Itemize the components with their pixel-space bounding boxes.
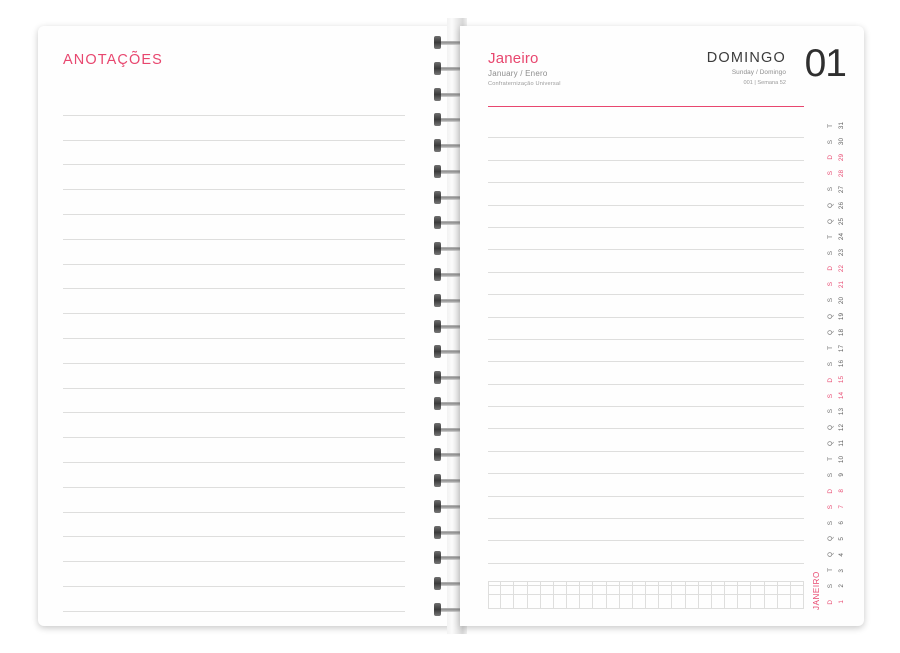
strip-day-number: 15 [838,376,846,384]
day-line[interactable] [488,228,804,250]
strip-day-number: 1 [838,600,846,604]
strip-day-weekday: T [827,123,834,128]
grid-cell[interactable] [699,581,712,595]
holiday-label: Confraternização Universal [488,81,561,87]
strip-day-weekday: D [827,155,834,160]
strip-day[interactable] [828,134,858,150]
grid-cell[interactable] [646,595,659,609]
strip-day-number: 22 [838,265,846,273]
grid-cell[interactable] [567,581,580,595]
note-line[interactable] [63,488,405,513]
strip-day-number: 29 [838,154,846,162]
strip-day[interactable] [828,562,858,578]
day-entry-lines[interactable] [488,116,804,586]
footer-grid[interactable] [488,581,804,609]
weekday-name: DOMINGO [706,50,786,66]
strip-day-number: 6 [838,520,846,525]
grid-cell[interactable] [686,595,699,609]
grid-cell[interactable] [633,581,646,595]
strip-day[interactable] [828,435,858,451]
grid-cell[interactable] [514,595,527,609]
strip-day[interactable] [828,515,858,531]
strip-day-weekday: D [827,488,834,494]
grid-cell[interactable] [791,581,804,595]
strip-day-weekday: S [827,282,834,287]
strip-day-weekday: Q [827,551,834,557]
strip-day-weekday: D [827,599,834,605]
note-line[interactable] [63,537,405,562]
grid-cell[interactable] [633,595,646,609]
strip-day-weekday: Q [827,313,834,319]
strip-day-number: 30 [838,138,846,146]
note-line[interactable] [63,413,405,438]
strip-day-number: 18 [838,328,846,336]
grid-cell[interactable] [738,595,751,609]
day-line[interactable] [488,497,804,519]
strip-day[interactable] [828,388,858,404]
notes-lines[interactable] [63,91,405,612]
note-line[interactable] [63,339,405,364]
strip-day-weekday: T [827,568,834,573]
note-line[interactable] [63,165,405,190]
page-title: ANOTAÇÕES [63,52,163,68]
day-line[interactable] [488,541,804,563]
strip-day-weekday: Q [827,440,834,446]
grid-cell[interactable] [593,595,606,609]
day-header [488,42,848,100]
grid-cell[interactable] [712,581,725,595]
strip-day-weekday: S [827,393,834,398]
grid-cell[interactable] [607,581,620,595]
note-line[interactable] [63,438,405,463]
grid-cell[interactable] [620,581,633,595]
strip-day-number: 11 [838,439,846,447]
strip-day[interactable] [828,404,858,420]
strip-day[interactable] [828,150,858,166]
day-line[interactable] [488,340,804,362]
strip-day[interactable] [828,467,858,483]
grid-cell[interactable] [778,595,791,609]
note-line[interactable] [63,463,405,488]
day-page [460,26,864,626]
grid-cell[interactable] [725,581,738,595]
day-line[interactable] [488,116,804,138]
note-line[interactable] [63,562,405,587]
strip-day-number: 26 [838,201,846,209]
strip-day-number: 5 [838,536,846,541]
strip-day-weekday: T [827,234,834,239]
strip-day[interactable] [828,594,858,610]
grid-cell[interactable] [672,581,685,595]
day-line[interactable] [488,519,804,541]
strip-day[interactable] [828,531,858,547]
strip-day-weekday: Q [827,202,834,208]
strip-day[interactable] [828,356,858,372]
grid-cell[interactable] [580,595,593,609]
note-line[interactable] [63,240,405,265]
strip-day-weekday: S [827,187,834,192]
strip-day-weekday: S [827,171,834,176]
strip-day-number: 10 [838,455,846,463]
strip-day-weekday: S [827,361,834,367]
grid-cell[interactable] [580,581,593,595]
strip-day[interactable] [828,229,858,245]
strip-day[interactable] [828,261,858,277]
grid-cell[interactable] [567,595,580,609]
grid-cell[interactable] [554,595,567,609]
strip-day[interactable] [828,181,858,197]
strip-day[interactable] [828,547,858,563]
grid-cell[interactable] [541,595,554,609]
grid-cell[interactable] [725,595,738,609]
strip-day-number: 31 [838,122,846,130]
strip-day-number: 27 [838,185,846,193]
strip-day-number: 28 [838,169,846,177]
day-line[interactable] [488,318,804,340]
weekday-name-translations: Sunday / Domingo [731,69,786,76]
grid-cell[interactable] [514,581,527,595]
strip-day-number: 13 [838,408,846,416]
strip-day-number: 2 [838,584,846,588]
day-line[interactable] [488,407,804,429]
day-line[interactable] [488,429,804,451]
strip-day[interactable] [828,420,858,436]
strip-day[interactable] [828,578,858,594]
strip-day[interactable] [828,483,858,499]
grid-cell[interactable] [528,595,541,609]
grid-cell[interactable] [541,581,554,595]
strip-day-number: 9 [838,473,846,477]
strip-day[interactable] [828,213,858,229]
strip-day-number: 25 [838,217,846,225]
notes-page [38,26,454,626]
strip-day-weekday: D [827,377,834,383]
note-line[interactable] [63,513,405,538]
strip-day-weekday: Q [827,218,834,224]
week-number-label: 001 | Semana 52 [743,80,786,86]
month-day-strip [812,118,858,610]
strip-day-number: 20 [838,296,846,304]
day-line[interactable] [488,161,804,183]
grid-cell[interactable] [593,581,606,595]
day-line[interactable] [488,474,804,496]
grid-cell[interactable] [751,581,764,595]
strip-day-weekday: S [827,584,834,589]
strip-day-number: 21 [838,281,846,289]
day-line[interactable] [488,138,804,160]
note-line[interactable] [63,314,405,339]
strip-day-weekday: S [827,409,834,414]
strip-day-weekday: T [827,346,834,351]
strip-day-number: 4 [838,552,846,557]
grid-cell[interactable] [607,595,620,609]
strip-day-weekday: Q [827,329,834,335]
strip-day-number: 16 [838,360,846,368]
strip-day-weekday: S [827,250,834,255]
day-line[interactable] [488,206,804,228]
strip-day[interactable] [828,293,858,309]
strip-day-number: 23 [838,249,846,257]
grid-cell[interactable] [712,595,725,609]
note-line[interactable] [63,141,405,166]
note-line[interactable] [63,91,405,116]
strip-day[interactable] [828,277,858,293]
strip-day[interactable] [828,308,858,324]
grid-cell[interactable] [488,581,501,595]
note-line[interactable] [63,265,405,290]
strip-day-weekday: S [827,298,834,303]
strip-day-number: 17 [838,344,846,352]
grid-cell[interactable] [686,581,699,595]
strip-day-weekday: Q [827,424,834,430]
note-line[interactable] [63,364,405,389]
strip-day-number: 3 [838,568,846,573]
grid-cell[interactable] [672,595,685,609]
day-line[interactable] [488,452,804,474]
grid-cell[interactable] [501,581,514,595]
note-line[interactable] [63,289,405,314]
note-line[interactable] [63,215,405,240]
grid-cell[interactable] [659,581,672,595]
strip-day[interactable] [828,340,858,356]
strip-day-weekday: T [827,457,834,462]
day-line[interactable] [488,295,804,317]
note-line[interactable] [63,190,405,215]
strip-day-number: 7 [838,505,846,509]
strip-day[interactable] [828,324,858,340]
grid-cell[interactable] [528,581,541,595]
grid-cell[interactable] [501,595,514,609]
strip-day[interactable] [828,451,858,467]
grid-cell[interactable] [646,581,659,595]
grid-cell[interactable] [765,595,778,609]
grid-cell[interactable] [765,581,778,595]
strip-day-list[interactable] [828,118,858,610]
strip-day-number: 12 [838,423,846,431]
strip-day-weekday: Q [827,536,834,542]
day-line[interactable] [488,385,804,407]
strip-month-label: JANEIRO [812,571,821,610]
grid-cell[interactable] [778,581,791,595]
strip-day-weekday: D [827,266,834,271]
strip-day-weekday: S [827,139,834,144]
strip-day[interactable] [828,499,858,515]
strip-day[interactable] [828,245,858,261]
month-name-translations: January / Enero [488,69,548,78]
header-divider [488,106,804,107]
grid-cell[interactable] [751,595,764,609]
day-number: 01 [804,42,846,85]
month-name: Janeiro [488,50,539,67]
strip-day-weekday: S [827,504,834,509]
day-line[interactable] [488,183,804,205]
grid-cell[interactable] [659,595,672,609]
strip-day-number: 19 [838,312,846,320]
note-line[interactable] [63,389,405,414]
note-line[interactable] [63,116,405,141]
strip-day-number: 24 [838,233,846,241]
grid-cell[interactable] [554,581,567,595]
strip-day-number: 14 [838,392,846,400]
strip-day[interactable] [828,166,858,182]
strip-day-weekday: S [827,520,834,525]
grid-cell[interactable] [699,595,712,609]
note-line[interactable] [63,587,405,612]
strip-day[interactable] [828,118,858,134]
grid-cell[interactable] [738,581,751,595]
grid-cell[interactable] [620,595,633,609]
day-line[interactable] [488,362,804,384]
strip-day[interactable] [828,372,858,388]
day-line[interactable] [488,250,804,272]
grid-cell[interactable] [791,595,804,609]
grid-cell[interactable] [488,595,501,609]
strip-day-number: 8 [838,489,846,493]
strip-day-weekday: S [827,472,834,478]
strip-day[interactable] [828,197,858,213]
day-line[interactable] [488,273,804,295]
